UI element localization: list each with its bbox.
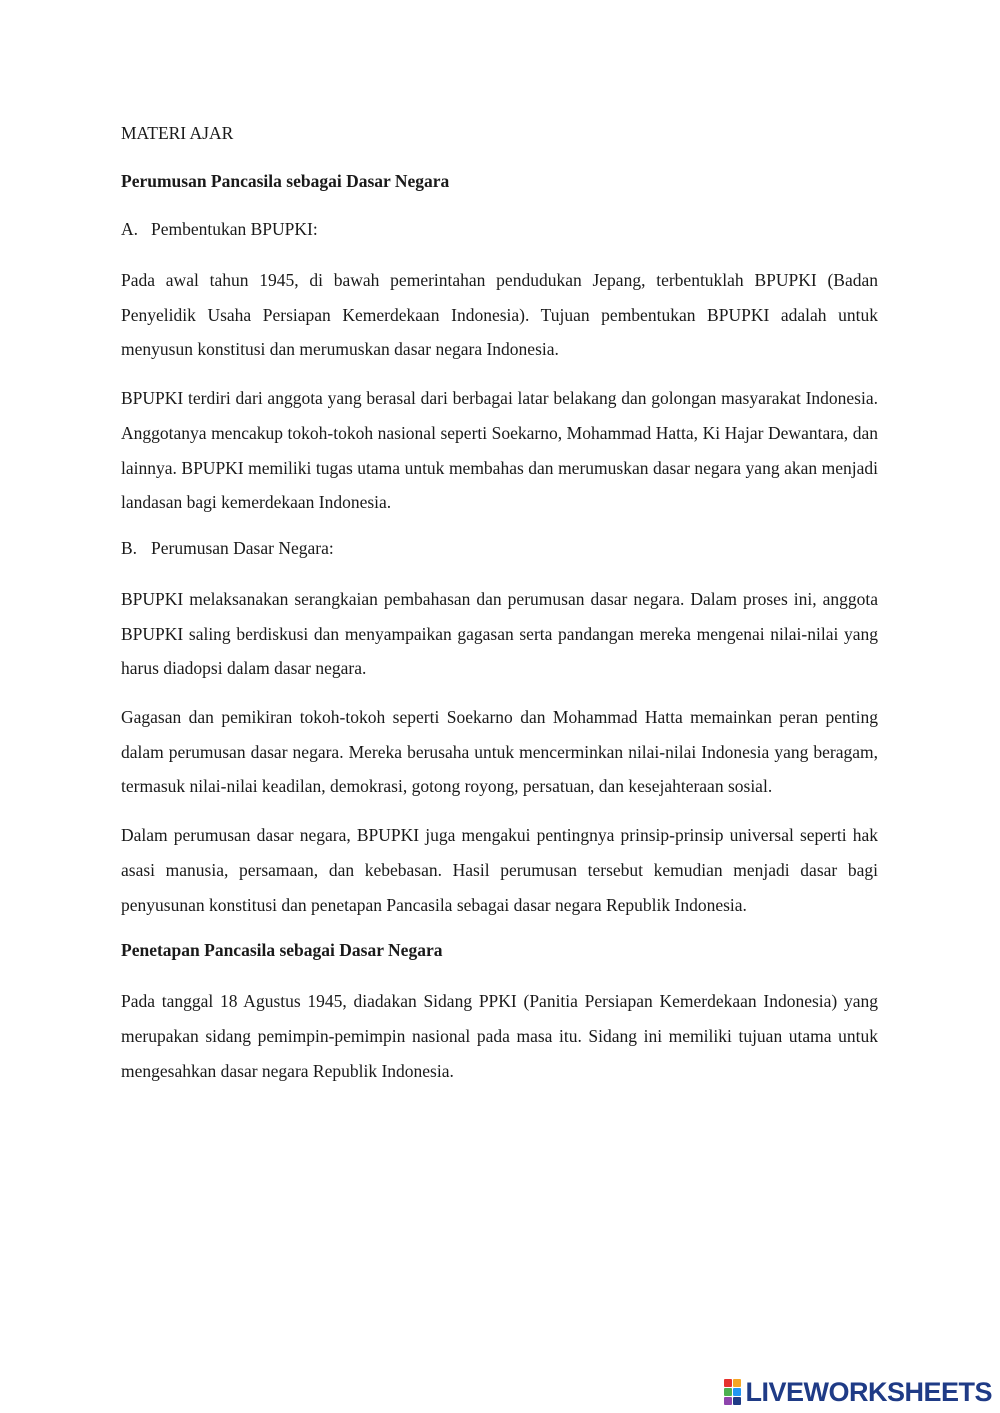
section-a-heading xyxy=(121,215,878,243)
logo-square xyxy=(724,1379,732,1387)
section-b-heading xyxy=(121,534,878,562)
logo-square xyxy=(733,1388,741,1396)
document-label: MATERI AJAR xyxy=(121,123,234,143)
section-b-paragraph: Gagasan dan pemikiran tokoh-tokoh seperti Soekarno dan Mohammad Hatta memainkan peran penting dalam perumusan dasar negara. Mereka berusaha untuk mencerminkan nilai-nilai Indonesia yang beragam, termasuk nilai-nilai keadilan, demokrasi, gotong royong, persatuan, dan kesejahteraan sosial. xyxy=(121,707,878,797)
section-b-title: Perumusan Dasar Negara: xyxy=(151,537,334,558)
section-c-title: Penetapan Pancasila sebagai Dasar Negara xyxy=(121,940,443,961)
document-title: Perumusan Pancasila sebagai Dasar Negara xyxy=(121,171,450,191)
section-a-title: Pembentukan BPUPKI: xyxy=(151,219,318,239)
section-b-paragraph: BPUPKI melaksanakan serangkaian pembahasan dan perumusan dasar negara. Dalam proses ini, anggota BPUPKI saling berdiskusi dan menyampaikan gagasan serta pandangan mereka mengenai nilai-nilai yang harus diadopsi dalam dasar negara. xyxy=(121,588,878,679)
section-a-paragraph: BPUPKI terdiri dari anggota yang berasal dari berbagai latar belakang dan golongan masyarakat Indonesia. Anggotanya mencakup tokoh-tokoh nasional seperti Soekarno, Mohammad Hatta, Ki Hajar Dewantara, dan lainnya. BPUPKI memiliki tugas utama untuk membahas dan merumuskan dasar negara yang akan menjadi landasan bagi kemerdekaan Indonesia. xyxy=(121,388,878,513)
logo-square xyxy=(733,1379,741,1387)
document-page xyxy=(121,119,878,1102)
logo-square xyxy=(724,1397,732,1405)
section-a-marker: A. xyxy=(121,219,139,239)
watermark-text: LIVEWORKSHEETS xyxy=(745,1376,992,1407)
logo-square xyxy=(733,1397,741,1405)
liveworksheets-watermark[interactable] xyxy=(724,1375,992,1409)
section-c-paragraph: Pada tanggal 18 Agustus 1945, diadakan Sidang PPKI (Panitia Persiapan Kemerdekaan Indonesia) yang merupakan sidang pemimpin-pemimpin nasional pada masa itu. Sidang ini memiliki tujuan utama untuk mengesahkan dasar negara Republik Indonesia. xyxy=(121,991,878,1081)
logo-square xyxy=(724,1388,732,1396)
section-b-marker: B. xyxy=(121,537,138,558)
section-b-paragraph: Dalam perumusan dasar negara, BPUPKI juga mengakui pentingnya prinsip-prinsip universal seperti hak asasi manusia, persamaan, dan kebebasan. Hasil perumusan tersebut kemudian menjadi dasar bagi penyusunan konstitusi dan penetapan Pancasila sebagai dasar negara Republik Indonesia. xyxy=(121,825,878,915)
liveworksheets-logo-icon xyxy=(724,1379,741,1405)
section-a-paragraph: Pada awal tahun 1945, di bawah pemerintahan pendudukan Jepang, terbentuklah BPUPKI (Badan Penyelidik Usaha Persiapan Kemerdekaan Indonesia). Tujuan pembentukan BPUPKI adalah untuk menyusun konstitusi dan merumuskan dasar negara Indonesia. xyxy=(121,270,878,360)
